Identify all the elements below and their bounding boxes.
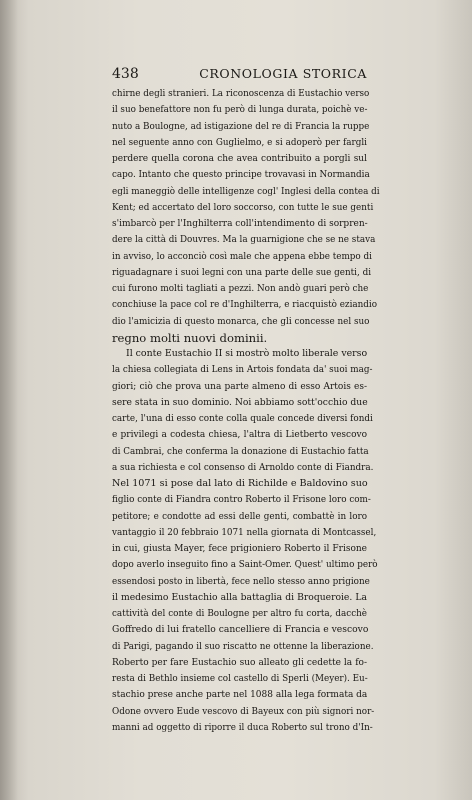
text-line: petitore; e condotte ad essi delle genti, combattè in loro: [112, 511, 367, 522]
text-line: manni ad oggetto di riporre il duca Roberto sul trono d'In-: [112, 722, 373, 733]
text-line: stachio prese anche parte nel 1088 alla lega formata da: [112, 690, 368, 701]
text-line: il suo benefattore non fu però di lunga durata, poichè ve-: [112, 105, 368, 116]
text-line: il medesimo Eustachio alla battaglia di Broqueroie. La: [112, 591, 367, 603]
text-line: perdere quella corona che avea contribuito a porgli sul: [112, 154, 367, 164]
text-line: nel seguente anno con Guglielmo, e si adoperò per fargli: [112, 137, 367, 148]
text-line: nuto a Boulogne, ad istigazione del re di Francia la ruppe: [112, 121, 370, 132]
text-line: resta di Bethlo insieme col castello di Sperli (Meyer). Eu-: [112, 674, 368, 684]
text-line: in cui, giusta Mayer, fece prigioniero Roberto il Frisone: [112, 544, 367, 554]
text-line: chirne degli stranieri. La riconoscenza di Eustachio verso: [112, 89, 370, 99]
text-line: la chiesa collegiata di Lens in Artois fondata da' suoi mag-: [112, 365, 373, 376]
text-line: e privilegi a codesta chiesa, l'altra di Lietberto vescovo: [112, 430, 367, 441]
text-line: vantaggio il 20 febbraio 1071 nella giornata di Montcassel,: [112, 527, 377, 538]
text-line: Odone ovvero Eude vescovo di Bayeux con più signori nor-: [112, 706, 375, 717]
text-line: Roberto per fare Eustachio suo alleato gli cedette la fo-: [112, 657, 367, 668]
page-gutter-shadow: [0, 0, 18, 800]
text-line: dio l'amicizia di questo monarca, che gli concesse nel suo: [112, 316, 370, 327]
page-header: [112, 66, 367, 84]
text-line: dere la città di Douvres. Ma la guarnigione che se ne stava: [112, 235, 376, 246]
text-line: s'imbarcò per l'Inghilterra coll'intendimento di sorpren-: [112, 219, 368, 229]
running-title: CRONOLOGIA STORICA: [199, 66, 367, 81]
page-number: 438: [112, 66, 139, 82]
text-line: Il conte Eustachio II si mostrò molto liberale verso: [126, 348, 368, 359]
text-line: figlio conte di Fiandra contro Roberto il Frisone loro com-: [112, 495, 371, 506]
text-line: riguadagnare i suoi legni con una parte delle sue genti, di: [112, 267, 372, 278]
text-line: egli maneggiò delle intelligenze cogl' Inglesi della contea di: [112, 186, 380, 197]
text-line: di Cambrai, che conferma la donazione di Eustachio fatta: [112, 446, 369, 457]
paragraph: [112, 346, 378, 736]
text-line: cattività del conte di Boulogne per altro fu corta, dacchè: [112, 609, 367, 619]
text-line: essendosi posto in libertà, fece nello stesso anno prigione: [112, 576, 370, 587]
text-line: a sua richiesta e col consenso di Arnoldo conte di Fiandra.: [112, 462, 374, 473]
text-line: sere stata in suo dominio. Noi abbiamo sott'occhio due: [112, 396, 368, 408]
text-line: cui furono molti tagliati a pezzi. Non andò guari però che: [112, 284, 369, 294]
text-line: regno molti nuovi dominii.: [112, 330, 268, 345]
text-line: di Parigi, pagando il suo riscatto ne ottenne la liberazione.: [112, 641, 374, 652]
text-line: Nel 1071 si pose dal lato di Richilde e Baldovino suo: [112, 478, 368, 489]
text-line: in avviso, lo acconciò così male che appena ebbe tempo di: [112, 251, 372, 262]
paragraph: [112, 86, 380, 346]
text-line: giori; ciò che prova una parte almeno di esso Artois es-: [112, 381, 367, 392]
text-line: carte, l'una di esso conte colla quale concede diversi fondi: [112, 414, 373, 424]
text-line: conchiuse la pace col re d'Inghilterra, e riacquistò eziandio: [112, 300, 378, 311]
text-line: capo. Intanto che questo principe trovavasi in Normandia: [112, 170, 370, 181]
text-line: Kent; ed accertato del loro soccorso, con tutte le sue genti: [112, 202, 374, 213]
text-line: Goffredo di lui fratello cancelliere di Francia e vescovo: [112, 624, 369, 636]
body-text: [112, 86, 380, 736]
text-line: dopo averlo inseguito fino a Saint-Omer. Quest' ultimo però: [112, 560, 378, 571]
